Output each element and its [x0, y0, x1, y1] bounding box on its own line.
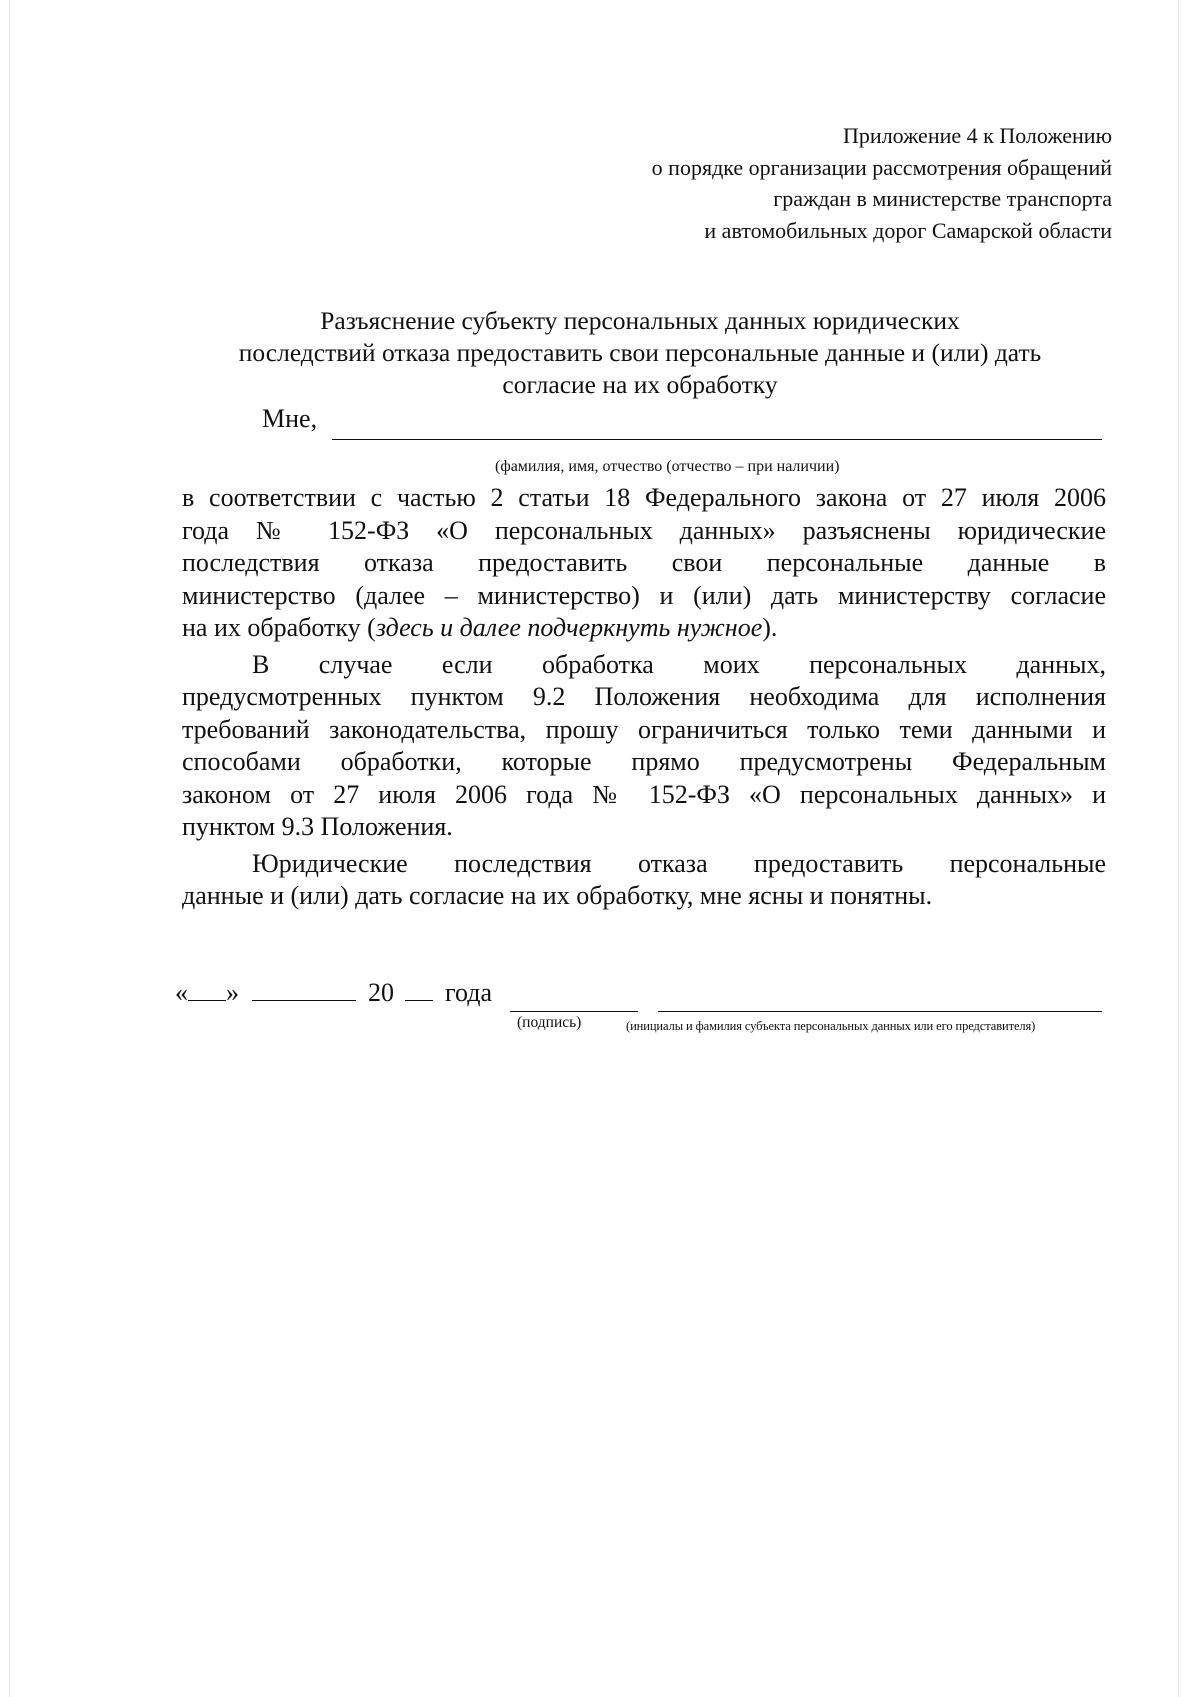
- title-line-3: согласие на их обработку: [502, 370, 778, 399]
- annex-line-4: и автомобильных дорог Самарской области: [704, 217, 1112, 243]
- fio-caption: (фамилия, имя, отчество (отчество – при наличии): [495, 458, 840, 475]
- p2-line-1: В случае если обработка моих персональных данных,: [252, 649, 1106, 679]
- signature-line[interactable]: [510, 1010, 638, 1012]
- year-word: года: [445, 978, 493, 1007]
- date-close-quote: »: [226, 978, 239, 1007]
- annex-header: [652, 120, 1112, 246]
- initials-line[interactable]: [658, 1010, 1102, 1012]
- title-line-2: последствий отказа предоставить свои персональные данные и (или) дать: [238, 338, 1042, 367]
- p1-line-5-end: ).: [762, 613, 778, 642]
- p1-line-5: [182, 612, 1106, 645]
- title-line-1: Разъяснение субъекту персональных данных юридических: [320, 306, 960, 335]
- annex-line-1: Приложение 4 к Положению: [843, 123, 1112, 148]
- scan-edge-right: [1178, 0, 1179, 1697]
- p2-line-5: законом от 27 июля 2006 года № 152-ФЗ «О персональных данных» и: [182, 779, 1106, 809]
- document-title: [175, 305, 1105, 401]
- p1-line-5-italic: здесь и далее подчеркнуть нужное: [375, 613, 763, 642]
- p1-line-3: последствия отказа предоставить свои персональные данные в: [182, 548, 1106, 577]
- day-blank[interactable]: [188, 976, 226, 1001]
- annex-line-3: граждан в министерстве транспорта: [773, 186, 1112, 211]
- year-prefix: 20: [368, 978, 394, 1007]
- body-text: [182, 482, 1106, 913]
- date-open-quote: «: [175, 978, 188, 1007]
- p1-line-5-start: на их обработку (: [182, 613, 376, 642]
- p1-line-4: министерство (далее – министерство) и (или) дать министерству согласие: [182, 580, 1106, 610]
- p3-line-2: данные и (или) дать согласие на их обработку, мне ясны и понятны.: [182, 881, 933, 910]
- p1-line-1: в соответствии с частью 2 статьи 18 Федерального закона от 27 июля 2006: [182, 483, 1106, 512]
- date-row: [175, 976, 492, 1008]
- p2-line-6: пунктом 9.3 Положения.: [182, 812, 453, 841]
- p2-line-4: способами обработки, которые прямо предусмотрены Федеральным: [182, 747, 1106, 776]
- fio-fill-line[interactable]: [332, 438, 1102, 440]
- me-label: Мне,: [262, 404, 318, 433]
- p1-line-2: года № 152-ФЗ «О персональных данных» разъяснены юридические: [182, 515, 1106, 545]
- year-blank[interactable]: [405, 976, 433, 1001]
- month-blank[interactable]: [252, 976, 356, 1001]
- p2-line-2: предусмотренных пунктом 9.2 Положения необходима для исполнения: [182, 682, 1106, 711]
- initials-caption: (инициалы и фамилия субъекта персональных данных или его представителя): [626, 1019, 1036, 1033]
- p2-line-3: требований законодательства, прошу ограничиться только теми данными и: [182, 714, 1106, 744]
- signature-caption: (подпись): [517, 1014, 582, 1031]
- scan-edge-left: [9, 0, 10, 1697]
- p3-line-1: Юридические последствия отказа предоставить персональные: [252, 848, 1106, 878]
- annex-line-2: о порядке организации рассмотрения обращений: [651, 154, 1112, 180]
